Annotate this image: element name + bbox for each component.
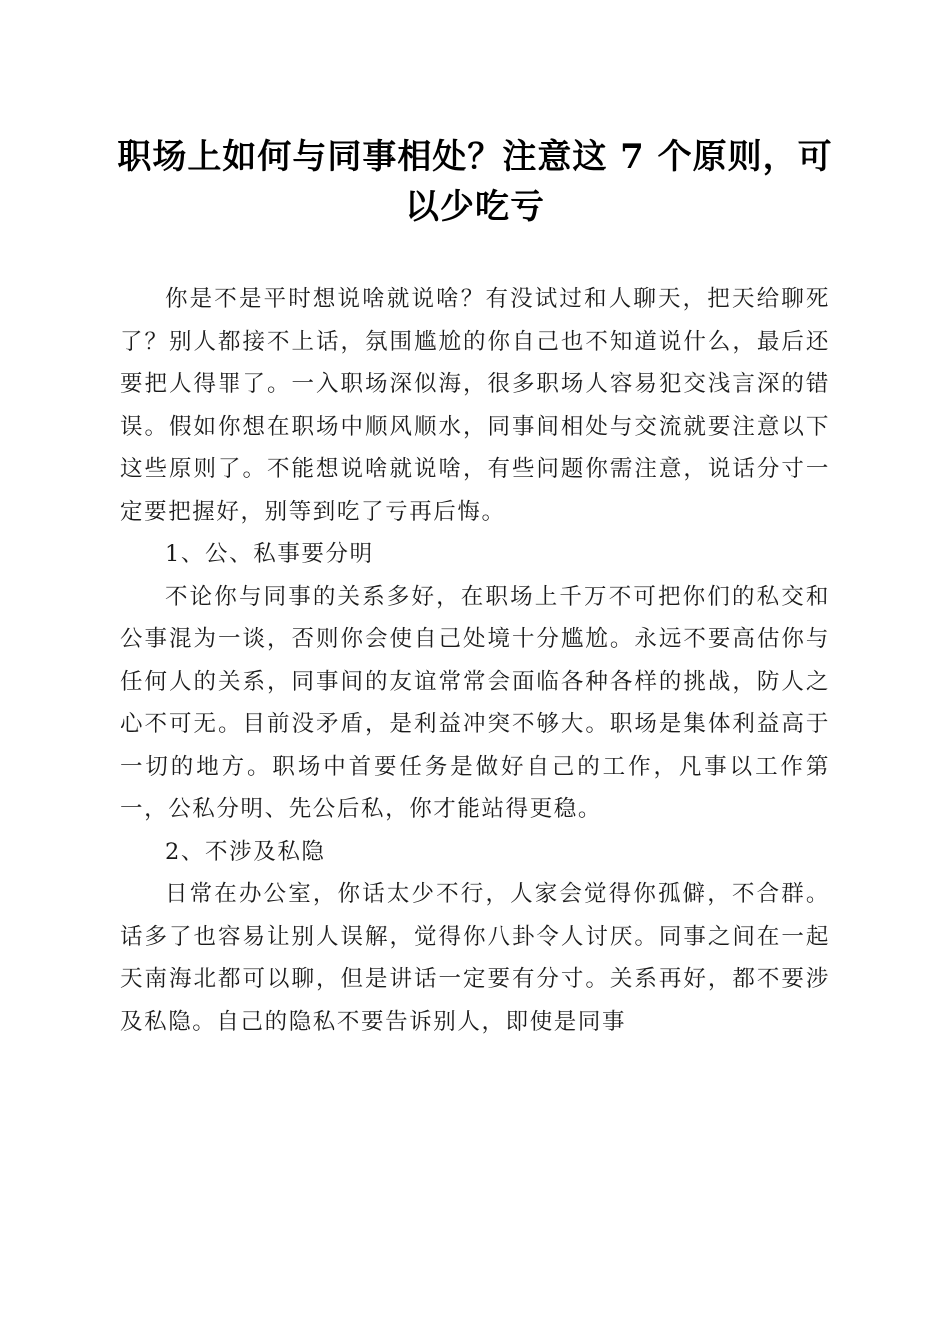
section-2-paragraph: 日常在办公室，你话太少不行，人家会觉得你孤僻，不合群。话多了也容易让别人误解，觉得你八卦令人讨厌。同事之间在一起天南海北都可以聊，但是讲话一定要有分寸。关系再好，都不要涉及私隐。自己的隐私不要告诉别人，即使是同事 (120, 881, 830, 1035)
intro-paragraph: 你是不是平时想说啥就说啥？有没试过和人聊天，把天给聊死了？别人都接不上话，氛围尴尬的你自己也不知道说什么，最后还要把人得罪了。一入职场深似海，很多职场人容易犯交浅言深的错误。假如你想在职场中顺风顺水，同事间相处与交流就要注意以下这些原则了。不能想说啥就说啥，有些问题你需注意，说话分寸一定要把握好，别等到吃了亏再后悔。 (120, 286, 830, 525)
document-title: 职场上如何与同事相处？注意这 7 个原则，可以少吃亏 (117, 137, 833, 227)
section-1-paragraph: 不论你与同事的关系多好，在职场上千万不可把你们的私交和公事混为一谈，否则你会使自己处境十分尴尬。永远不要高估你与任何人的关系，同事间的友谊常常会面临各种各样的挑战，防人之心不可无。目前没矛盾，是利益冲突不够大。职场是集体利益高于一切的地方。职场中首要任务是做好自己的工作，凡事以工作第一，公私分明、先公后私，你才能站得更稳。 (120, 583, 830, 822)
section-heading-1: 1、公、私事要分明 (165, 541, 374, 567)
section-heading-2: 2、不涉及私隐 (165, 838, 326, 865)
document-body (120, 278, 830, 1043)
